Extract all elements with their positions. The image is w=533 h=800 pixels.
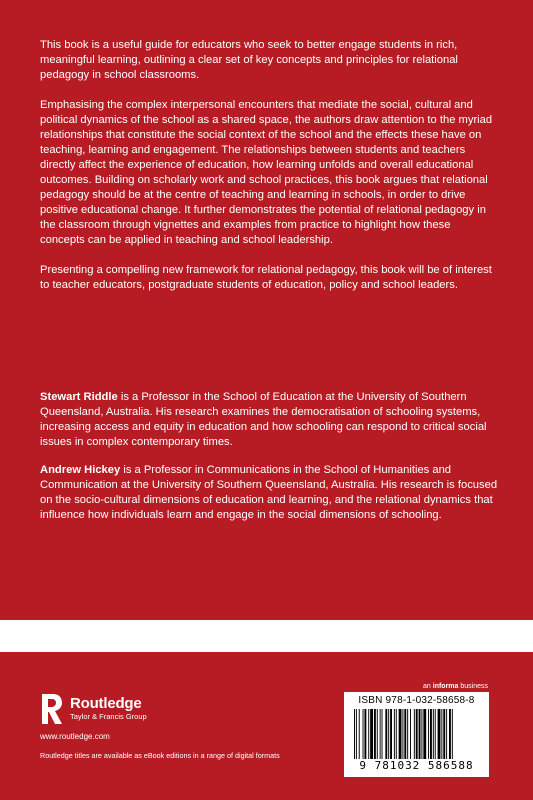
publisher-name: Routledge	[70, 695, 142, 712]
isbn-barcode	[344, 692, 489, 777]
author-bios	[40, 390, 498, 536]
publisher-website: www.routledge.com	[40, 732, 110, 741]
author-bio	[40, 390, 498, 450]
routledge-logo-icon	[40, 692, 64, 726]
publisher-logo	[40, 691, 147, 727]
book-blurb	[40, 38, 498, 308]
author-bio-text: is a Professor in Communications in the School of Humanities and Communication at the University of Southern Queensland, Australia. His research is focused on the socio-cultural dimensions of education and learning, and the relational dynamics that influence how individuals learn and engage in the social dimensions of schooling.	[40, 464, 498, 521]
back-cover-bottom	[0, 652, 533, 800]
author-bio	[40, 463, 498, 523]
barcode-bars	[354, 709, 479, 759]
white-divider-band	[0, 620, 533, 652]
author-name: Stewart Riddle	[40, 391, 118, 403]
blurb-paragraph-2: Emphasising the complex interpersonal encounters that mediate the social, cultural and political dynamics of the school as a shared space, the authors draw attention to the myriad relationships that constitute the social context of the school and the effects these have on teaching, learning and engagement. The relationships between students and teachers directly affect the experience of education, how learning unfolds and overall educational outcomes. Building on scholarly work and school practices, this book argues that relational pedagogy should be at the centre of teaching and learning in schools, in order to drive positive educational change. It further demonstrates the potential of relational pedagogy in the classroom through vignettes and examples from practice to highlight how these concepts can be applied in teaching and school leadership.	[40, 99, 493, 246]
ebook-note: Routledge titles are available as eBook editions in a range of digital formats	[40, 751, 280, 760]
blurb-paragraph-1: This book is a useful guide for educators who seek to better engage students in rich, meaningful learning, outlining a clear set of key concepts and principles for relational pedagogy in school classrooms.	[40, 39, 458, 81]
barcode-digits: 9 781032 586588	[359, 759, 474, 772]
isbn-label: ISBN 978-1-032-58658-8	[358, 695, 475, 706]
author-bio-text: is a Professor in the School of Education at the University of Southern Queensland, Australia. His research examines the democratisation of schooling systems, increasing access and equity in education and how schooling can respond to critical social issues in complex contemporary times.	[40, 391, 487, 448]
publisher-group: Taylor & Francis Group	[70, 712, 147, 721]
blurb-paragraph-3: Presenting a compelling new framework for relational pedagogy, this book will be of interest to teacher educators, postgraduate students of education, policy and school leaders.	[40, 264, 492, 291]
author-name: Andrew Hickey	[40, 464, 121, 476]
informa-business-label: an informa business	[423, 683, 488, 690]
